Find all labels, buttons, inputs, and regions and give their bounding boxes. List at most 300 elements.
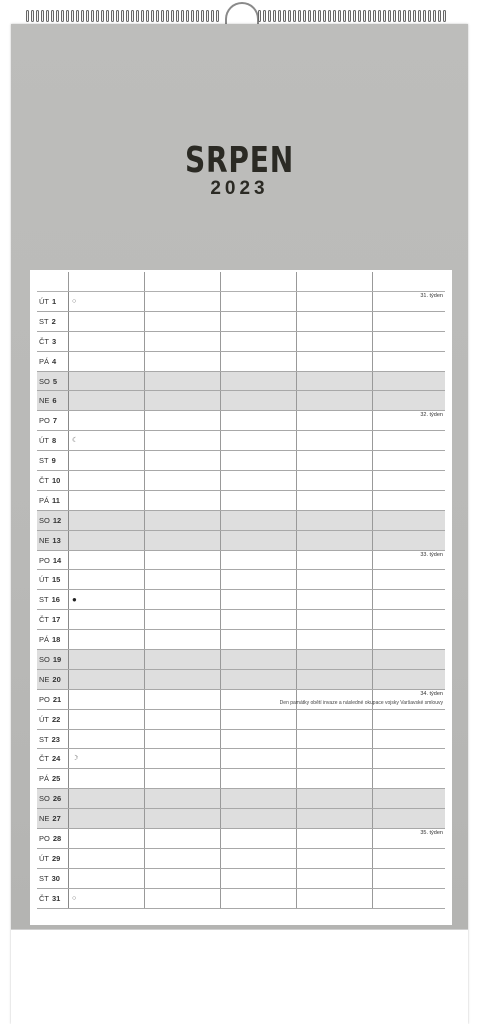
planner-cell[interactable]: [221, 570, 297, 589]
day-name: NE: [39, 814, 50, 824]
bottom-blank-area: [11, 929, 468, 1024]
planner-cell[interactable]: [221, 869, 297, 888]
day-label: [37, 372, 69, 391]
planner-cell[interactable]: [69, 411, 145, 430]
planner-cell[interactable]: [221, 312, 297, 331]
planner-cell[interactable]: [297, 332, 373, 351]
day-label: [37, 570, 69, 589]
moon-phase-icon: ☽: [72, 755, 79, 763]
planner-cell[interactable]: [373, 471, 445, 490]
day-label: [37, 670, 69, 689]
coil: [136, 10, 139, 22]
planner-cell[interactable]: [297, 650, 373, 669]
planner-cell[interactable]: [145, 769, 221, 788]
day-label: [37, 889, 69, 908]
header-cell: [221, 272, 297, 291]
planner-cell[interactable]: [297, 531, 373, 550]
planner-cell[interactable]: [297, 352, 373, 371]
coil: [298, 10, 301, 22]
day-name: ÚT: [39, 296, 49, 306]
planner-cell[interactable]: [145, 352, 221, 371]
planner-cell[interactable]: [69, 312, 145, 331]
coil: [443, 10, 446, 22]
day-name: ČT: [39, 893, 49, 903]
coil: [126, 10, 129, 22]
day-label: [37, 292, 69, 311]
day-number: 30: [51, 873, 60, 883]
header-cell: [297, 272, 373, 291]
planner-cell[interactable]: [69, 372, 145, 391]
planner-cell[interactable]: [221, 391, 297, 410]
planner-cell[interactable]: [69, 491, 145, 510]
day-name: PÁ: [39, 356, 50, 366]
day-number: 4: [52, 356, 57, 366]
coil: [343, 10, 346, 22]
coil: [216, 10, 219, 22]
planner-cell[interactable]: [373, 670, 445, 689]
day-row[interactable]: [37, 889, 445, 909]
planner-cell[interactable]: [373, 372, 445, 391]
planner-cell[interactable]: [373, 630, 445, 649]
planner-cell[interactable]: [221, 411, 297, 430]
coil: [268, 10, 271, 22]
day-row[interactable]: [37, 570, 445, 590]
planner-grid: [37, 272, 445, 909]
planner-cell[interactable]: [145, 710, 221, 729]
day-number: 10: [52, 475, 61, 485]
day-label: [37, 630, 69, 649]
planner-cell[interactable]: [69, 551, 145, 570]
day-name: ÚT: [39, 575, 49, 585]
planner-cell[interactable]: [69, 511, 145, 530]
planner-cell[interactable]: [297, 471, 373, 490]
planner-cell[interactable]: [69, 829, 145, 848]
coil: [423, 10, 426, 22]
day-row[interactable]: [37, 690, 445, 710]
planner-cell[interactable]: [69, 670, 145, 689]
day-name: ČT: [39, 336, 49, 346]
planner-cell[interactable]: [221, 710, 297, 729]
planner-cell[interactable]: [145, 730, 221, 749]
planner-cell[interactable]: [145, 471, 221, 490]
planner-cell[interactable]: [221, 292, 297, 311]
day-row[interactable]: [37, 352, 445, 372]
day-name: PÁ: [39, 774, 50, 784]
planner-cell[interactable]: [145, 749, 221, 768]
planner-cell[interactable]: [221, 849, 297, 868]
planner-cell[interactable]: [145, 511, 221, 530]
day-number: 11: [52, 495, 60, 505]
planner-cell[interactable]: [221, 650, 297, 669]
coil: [31, 10, 34, 22]
week-number-label: 33. týden: [420, 551, 443, 558]
coil: [146, 10, 149, 22]
planner-cell[interactable]: [69, 332, 145, 351]
coil: [76, 10, 79, 22]
day-row[interactable]: [37, 312, 445, 332]
day-label: [37, 352, 69, 371]
planner-cell[interactable]: [145, 789, 221, 808]
planner-cell[interactable]: [69, 749, 145, 768]
planner-cell[interactable]: [145, 411, 221, 430]
planner-cell[interactable]: [69, 690, 145, 709]
coil: [151, 10, 154, 22]
planner-cell[interactable]: [373, 590, 445, 609]
day-row[interactable]: [37, 411, 445, 431]
planner-cell[interactable]: [145, 391, 221, 410]
planner-cell[interactable]: [145, 312, 221, 331]
day-name: NE: [39, 396, 50, 406]
planner-cell[interactable]: [221, 789, 297, 808]
planner-cell[interactable]: [297, 511, 373, 530]
coil: [61, 10, 64, 22]
day-name: NE: [39, 535, 50, 545]
planner-cell[interactable]: [221, 769, 297, 788]
day-row[interactable]: [37, 590, 445, 610]
day-name: ST: [39, 734, 49, 744]
day-row[interactable]: [37, 769, 445, 789]
planner-cell[interactable]: [297, 590, 373, 609]
planner-cell[interactable]: [297, 710, 373, 729]
day-name: ST: [39, 595, 49, 605]
day-row[interactable]: [37, 749, 445, 769]
planner-cell[interactable]: [69, 610, 145, 629]
planner-cell[interactable]: [145, 889, 221, 908]
planner-cell[interactable]: [221, 332, 297, 351]
planner-cell[interactable]: [145, 292, 221, 311]
planner-cell[interactable]: [373, 570, 445, 589]
planner-cell[interactable]: [221, 829, 297, 848]
day-number: 16: [51, 595, 60, 605]
planner-cell[interactable]: [373, 511, 445, 530]
day-row[interactable]: [37, 451, 445, 471]
planner-cell[interactable]: [145, 610, 221, 629]
planner-cell[interactable]: [297, 391, 373, 410]
day-row[interactable]: [37, 869, 445, 889]
planner-cell[interactable]: [373, 610, 445, 629]
planner-sheet: [30, 270, 452, 925]
planner-cell[interactable]: [69, 471, 145, 490]
day-label: [37, 511, 69, 530]
day-name: ST: [39, 873, 49, 883]
planner-cell[interactable]: [297, 849, 373, 868]
day-row[interactable]: [37, 531, 445, 551]
coil: [328, 10, 331, 22]
coil: [206, 10, 209, 22]
day-label: [37, 431, 69, 450]
planner-cell[interactable]: [297, 610, 373, 629]
coil: [288, 10, 291, 22]
planner-cell[interactable]: [221, 590, 297, 609]
planner-cell[interactable]: [69, 789, 145, 808]
day-number: 1: [52, 296, 57, 306]
day-row[interactable]: [37, 471, 445, 491]
day-name: ÚT: [39, 714, 49, 724]
planner-cell[interactable]: [373, 849, 445, 868]
planner-cell[interactable]: [373, 312, 445, 331]
planner-cell[interactable]: [373, 789, 445, 808]
holiday-note: Den památky obětí invaze a následné okupace vojsky Varšavské smlouvy: [279, 699, 443, 706]
planner-cell[interactable]: [221, 491, 297, 510]
day-row[interactable]: [37, 670, 445, 690]
planner-cell[interactable]: [373, 431, 445, 450]
planner-cell[interactable]: [221, 889, 297, 908]
moon-phase-icon: ○: [72, 894, 77, 902]
day-row[interactable]: [37, 511, 445, 531]
planner-cell[interactable]: [297, 292, 373, 311]
coil: [176, 10, 179, 22]
day-label: [37, 411, 69, 430]
planner-cell[interactable]: [145, 570, 221, 589]
day-label: [37, 749, 69, 768]
day-name: SO: [39, 376, 50, 386]
planner-cell[interactable]: [69, 531, 145, 550]
planner-cell[interactable]: [221, 372, 297, 391]
planner-cell[interactable]: [69, 391, 145, 410]
planner-cell[interactable]: [69, 630, 145, 649]
coil: [106, 10, 109, 22]
planner-cell[interactable]: [297, 372, 373, 391]
planner-cell[interactable]: [373, 491, 445, 510]
planner-cell[interactable]: [297, 789, 373, 808]
day-row[interactable]: [37, 789, 445, 809]
planner-cell[interactable]: [373, 749, 445, 768]
planner-cell[interactable]: [221, 531, 297, 550]
header-cell: [69, 272, 145, 291]
day-row[interactable]: [37, 710, 445, 730]
day-row[interactable]: [37, 809, 445, 829]
planner-cell[interactable]: [221, 352, 297, 371]
day-label: [37, 312, 69, 331]
planner-cell[interactable]: [297, 869, 373, 888]
day-label: [37, 610, 69, 629]
planner-cell[interactable]: [373, 332, 445, 351]
header-cell: [145, 272, 221, 291]
planner-cell[interactable]: [297, 769, 373, 788]
planner-cell[interactable]: [145, 451, 221, 470]
coil: [66, 10, 69, 22]
coil: [303, 10, 306, 22]
planner-cell[interactable]: [145, 650, 221, 669]
coil: [403, 10, 406, 22]
coil: [156, 10, 159, 22]
day-name: PÁ: [39, 635, 50, 645]
planner-cell[interactable]: [145, 372, 221, 391]
planner-cell[interactable]: [373, 391, 445, 410]
day-row[interactable]: [37, 551, 445, 571]
planner-cell[interactable]: [69, 650, 145, 669]
day-number: 15: [52, 575, 61, 585]
coil: [368, 10, 371, 22]
planner-cell[interactable]: [297, 630, 373, 649]
coil: [308, 10, 311, 22]
planner-cell[interactable]: [221, 610, 297, 629]
planner-cell[interactable]: [145, 670, 221, 689]
day-label: [37, 849, 69, 868]
planner-cell[interactable]: [69, 849, 145, 868]
coil: [86, 10, 89, 22]
day-name: ÚT: [39, 436, 49, 446]
planner-cell[interactable]: [297, 431, 373, 450]
planner-cell[interactable]: [69, 809, 145, 828]
binding-spiral-left: [26, 10, 219, 24]
planner-cell[interactable]: [221, 630, 297, 649]
planner-cell[interactable]: [297, 451, 373, 470]
planner-cell[interactable]: [221, 471, 297, 490]
month-title: SRPEN: [184, 140, 295, 181]
day-name: PO: [39, 694, 50, 704]
planner-cell[interactable]: [221, 551, 297, 570]
planner-cell[interactable]: [221, 451, 297, 470]
day-row[interactable]: [37, 391, 445, 411]
coil: [111, 10, 114, 22]
day-row[interactable]: [37, 650, 445, 670]
planner-cell[interactable]: [145, 630, 221, 649]
coil: [418, 10, 421, 22]
planner-cell[interactable]: [145, 431, 221, 450]
planner-cell[interactable]: [297, 491, 373, 510]
planner-cell[interactable]: [373, 352, 445, 371]
day-label: [37, 590, 69, 609]
day-label: [37, 391, 69, 410]
planner-cell[interactable]: [69, 710, 145, 729]
coil: [101, 10, 104, 22]
day-number: 23: [51, 734, 60, 744]
day-label: [37, 332, 69, 351]
planner-cell[interactable]: [69, 451, 145, 470]
day-label: [37, 451, 69, 470]
coil: [191, 10, 194, 22]
planner-cell[interactable]: [373, 869, 445, 888]
planner-cell[interactable]: [145, 531, 221, 550]
planner-cell[interactable]: [221, 670, 297, 689]
day-number: 17: [52, 615, 61, 625]
coil: [428, 10, 431, 22]
day-name: ČT: [39, 475, 49, 485]
day-number: 26: [52, 794, 62, 804]
planner-cell[interactable]: [69, 292, 145, 311]
day-number: 27: [52, 814, 61, 824]
day-row[interactable]: [37, 372, 445, 392]
coil: [26, 10, 29, 22]
planner-cell[interactable]: [297, 312, 373, 331]
planner-cell[interactable]: [297, 570, 373, 589]
planner-cell[interactable]: [69, 570, 145, 589]
day-row[interactable]: [37, 332, 445, 352]
coil: [81, 10, 84, 22]
day-number: 24: [52, 754, 61, 764]
day-name: ČT: [39, 754, 49, 764]
coil: [438, 10, 441, 22]
coil: [121, 10, 124, 22]
planner-cell[interactable]: [221, 749, 297, 768]
planner-cell[interactable]: [221, 730, 297, 749]
day-row[interactable]: [37, 730, 445, 750]
coil: [96, 10, 99, 22]
planner-cell[interactable]: [221, 431, 297, 450]
full-moon-icon: ●: [72, 594, 77, 604]
header-panel: [11, 24, 468, 929]
planner-cell[interactable]: [145, 869, 221, 888]
planner-cell[interactable]: [69, 352, 145, 371]
planner-cell[interactable]: [69, 769, 145, 788]
planner-cell[interactable]: [373, 769, 445, 788]
day-row[interactable]: [37, 849, 445, 869]
planner-cell[interactable]: [297, 670, 373, 689]
planner-cell[interactable]: [145, 551, 221, 570]
planner-cell[interactable]: [373, 889, 445, 908]
planner-cell[interactable]: [373, 531, 445, 550]
day-row[interactable]: [37, 292, 445, 312]
planner-cell[interactable]: [373, 650, 445, 669]
day-label: [37, 650, 69, 669]
day-row[interactable]: [37, 431, 445, 451]
planner-cell[interactable]: [145, 332, 221, 351]
planner-cell[interactable]: [373, 451, 445, 470]
day-row[interactable]: [37, 610, 445, 630]
planner-cell[interactable]: [297, 749, 373, 768]
planner-cell[interactable]: [297, 411, 373, 430]
coil: [413, 10, 416, 22]
planner-cell[interactable]: [221, 511, 297, 530]
coil: [373, 10, 376, 22]
day-label: [37, 531, 69, 550]
day-name: ČT: [39, 615, 49, 625]
planner-cell[interactable]: [297, 889, 373, 908]
planner-cell[interactable]: [145, 849, 221, 868]
planner-cell[interactable]: [69, 431, 145, 450]
planner-cell[interactable]: [373, 710, 445, 729]
coil: [196, 10, 199, 22]
planner-cell[interactable]: [297, 809, 373, 828]
coil: [388, 10, 391, 22]
planner-cell[interactable]: [373, 730, 445, 749]
day-row[interactable]: [37, 829, 445, 849]
binding-spiral-right: [258, 10, 446, 24]
planner-cell[interactable]: [145, 829, 221, 848]
day-name: SO: [39, 794, 50, 804]
day-row[interactable]: [37, 630, 445, 650]
coil: [258, 10, 261, 22]
coil: [273, 10, 276, 22]
planner-cell[interactable]: [297, 829, 373, 848]
coil: [36, 10, 39, 22]
coil: [353, 10, 356, 22]
day-row[interactable]: [37, 491, 445, 511]
planner-cell[interactable]: [145, 690, 221, 709]
week-number-label: 31. týden: [420, 293, 443, 299]
day-name: SO: [39, 515, 50, 525]
day-number: 14: [52, 555, 62, 565]
coil: [46, 10, 49, 22]
day-name: SO: [39, 654, 50, 664]
week-number-label: 34. týden: [420, 690, 443, 697]
planner-cell[interactable]: [297, 551, 373, 570]
planner-cell[interactable]: [145, 590, 221, 609]
planner-cell[interactable]: [69, 869, 145, 888]
planner-cell[interactable]: [69, 889, 145, 908]
day-number: 12: [52, 515, 62, 525]
planner-cell[interactable]: [145, 491, 221, 510]
planner-cell[interactable]: [373, 809, 445, 828]
planner-cell[interactable]: [69, 730, 145, 749]
planner-cell[interactable]: [297, 730, 373, 749]
coil: [393, 10, 396, 22]
planner-cell[interactable]: [69, 590, 145, 609]
planner-cell[interactable]: [145, 809, 221, 828]
planner-cell[interactable]: [221, 809, 297, 828]
day-label: [37, 491, 69, 510]
